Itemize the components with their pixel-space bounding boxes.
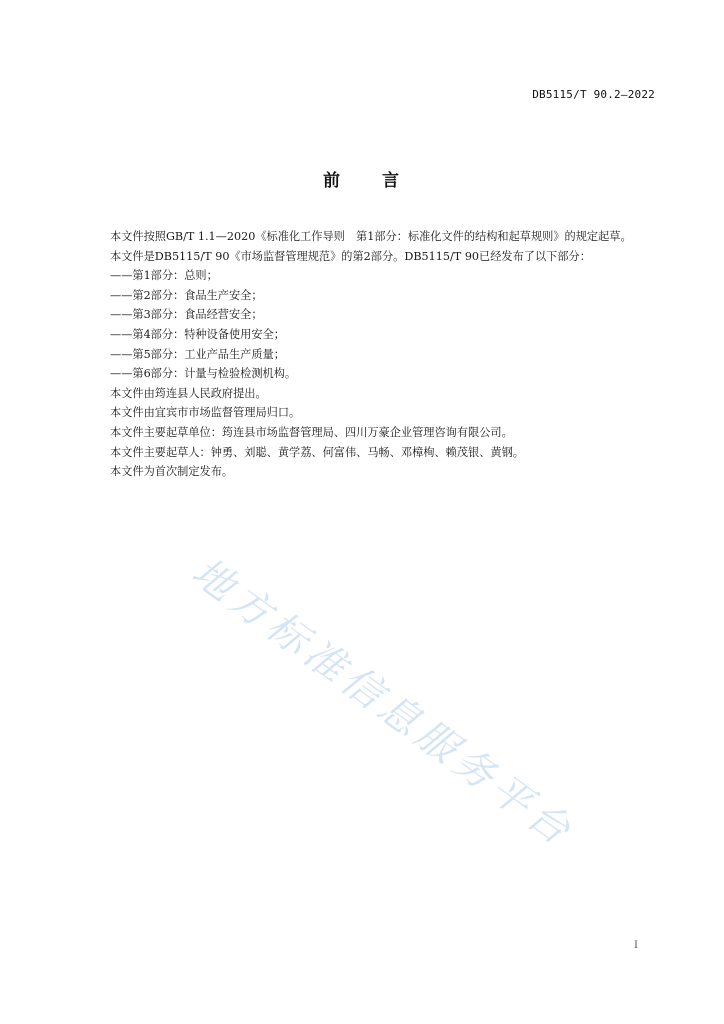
paragraph-administrator: 本文件由宜宾市市场监督管理局归口。 bbox=[110, 406, 301, 420]
list-item: ——第1部分：总则； bbox=[110, 269, 218, 283]
list-item: ——第3部分：食品经营安全； bbox=[110, 308, 263, 322]
paragraph-first-release: 本文件为首次制定发布。 bbox=[110, 465, 234, 479]
list-item: ——第5部分：工业产品生产质量； bbox=[110, 347, 285, 361]
title-char-1: 前 bbox=[323, 171, 342, 191]
paragraph-drafting-rules: 本文件按照GB/T 1.1—2020《标准化工作导则 第1部分：标准化文件的结构和起草规则》的规定起草。 bbox=[110, 230, 632, 243]
title-char-2: 言 bbox=[382, 171, 401, 191]
parts-list bbox=[88, 266, 658, 384]
paragraph-series-intro: 本文件是DB5115/T 90《市场监督管理规范》的第2部分。DB5115/T 90已经发布了以下部分： bbox=[110, 249, 591, 263]
list-item: ——第2部分：食品生产安全； bbox=[110, 288, 263, 302]
list-item: ——第4部分：特种设备使用安全； bbox=[110, 327, 285, 341]
paragraph-drafters: 本文件主要起草人：钟勇、刘聪、黄学荔、何富伟、马畅、邓樟栒、赖茂银、黄钢。 bbox=[110, 445, 524, 459]
list-item: ——第6部分：计量与检验检测机构。 bbox=[110, 367, 297, 381]
paragraph-drafting-units: 本文件主要起草单位：筠连县市场监督管理局、四川万豪企业管理咨询有限公司。 bbox=[110, 425, 513, 439]
document-code: DB5115/T 90.2—2022 bbox=[532, 88, 655, 101]
page-title bbox=[0, 166, 724, 191]
paragraph-proposer: 本文件由筠连县人民政府提出。 bbox=[110, 386, 267, 400]
page-number: I bbox=[634, 940, 638, 951]
watermark: 地方标准信息服务平台 bbox=[183, 549, 583, 857]
foreword-body bbox=[88, 227, 658, 482]
